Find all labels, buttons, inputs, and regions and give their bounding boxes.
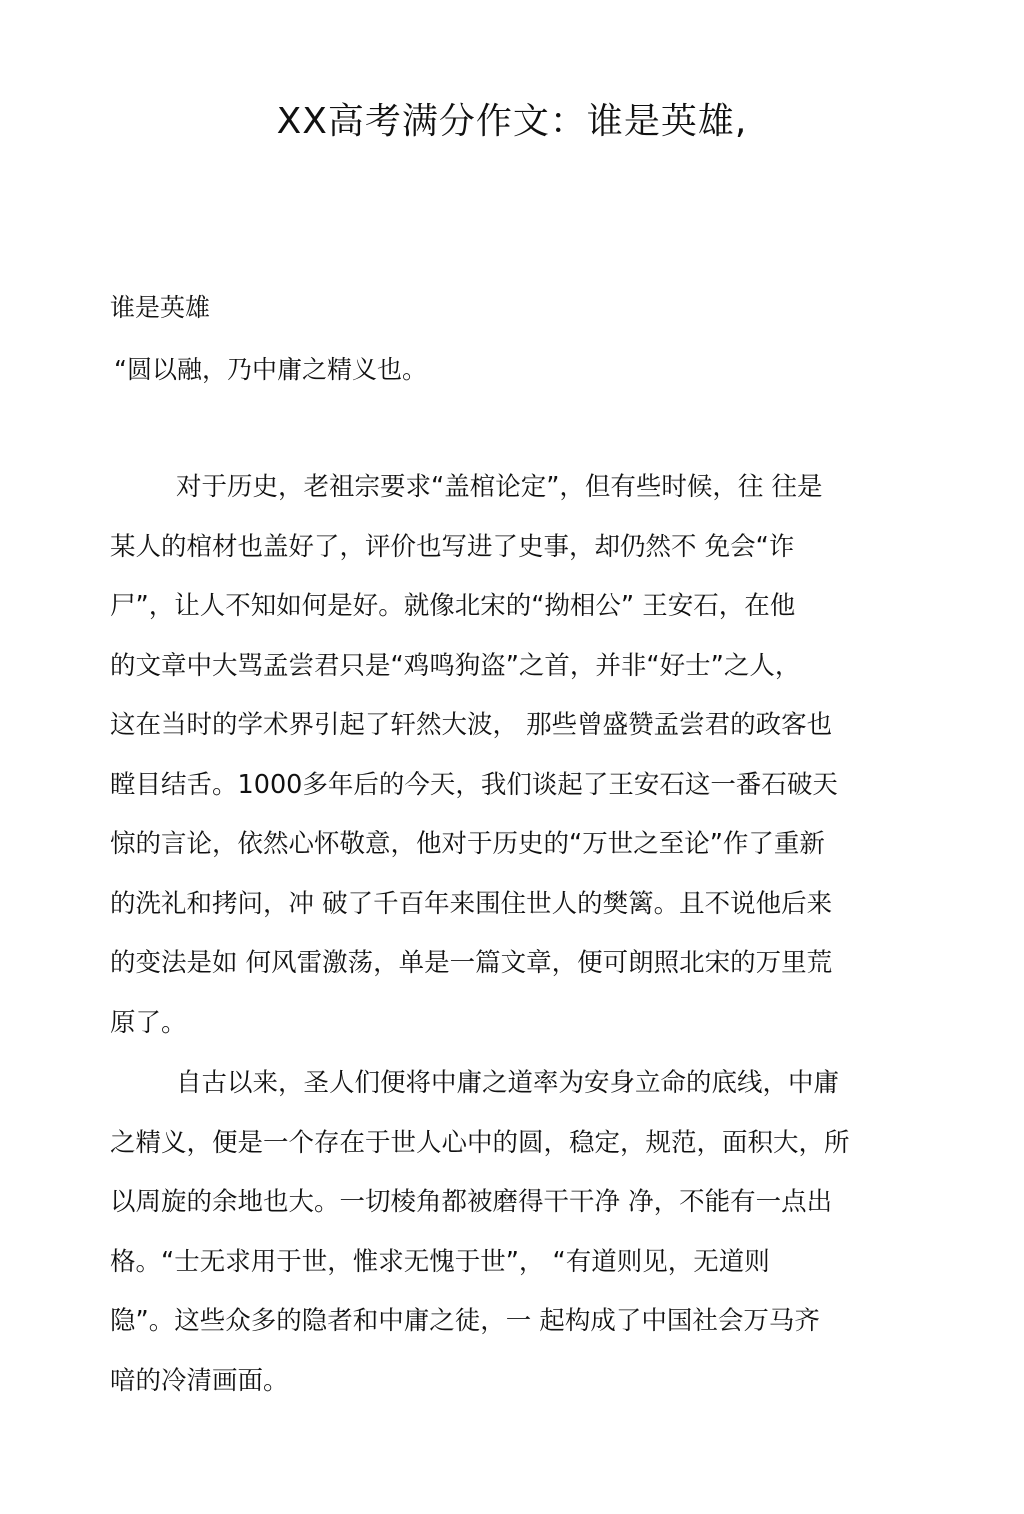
paragraph-line: 这在当时的学术界引起了轩然大波， 那些曾盛赞孟尝君的政客也 [110,710,833,740]
paragraph-1 [110,458,920,1053]
paragraph-line: 以周旋的余地也大。一切棱角都被磨得干干净 净，不能有一点出 [110,1187,833,1217]
paragraph-line: 隐”。这些众多的隐者和中庸之徒，一 起构成了中国社会万马齐 [110,1306,820,1336]
paragraph-line: 格。“士无求用于世，惟求无愧于世”， “有道则见，无道则 [110,1246,770,1277]
paragraph-line: 瞠目结舌。1000多年后的今天，我们谈起了王安石这一番石破天 [110,769,838,800]
paragraph-line: 的文章中大骂孟尝君只是“鸡鸣狗盗”之首，并非“好士”之人， [110,650,801,681]
opening-quote: “圆以融，乃中庸之精义也。 [114,355,427,384]
paragraph-line: 喑的冷清画面。 [110,1365,289,1396]
paragraph-line: 原了。 [110,1007,187,1038]
paragraph-line: 之精义，便是一个存在于世人心中的圆，稳定，规范，面积大，所 [110,1127,850,1158]
paragraph-line: 惊的言论，依然心怀敬意，他对于历史的“万世之至论”作了重新 [110,829,825,859]
paragraph-line: 的洗礼和拷问，冲 破了千百年来围住世人的樊篱。且不说他后来 [110,888,833,919]
essay-subtitle: 谁是英雄 [110,293,211,322]
paragraph-line: 对于历史，老祖宗要求“盖棺论定”，但有些时候，往 往是 [176,472,823,502]
document-title: XX高考满分作文：谁是英雄, [276,101,748,142]
paragraph-2 [110,1054,920,1411]
paragraph-line: 的变法是如 何风雷激荡，单是一篇文章，便可朗照北宋的万里荒 [110,948,833,978]
paragraph-line: 自古以来，圣人们便将中庸之道率为安身立命的底线，中庸 [176,1068,840,1098]
paragraph-line: 尸”，让人不知如何是好。就像北宋的“拗相公” 王安石，在他 [110,591,796,621]
paragraph-line: 某人的棺材也盖好了，评价也写进了史事，却仍然不 免会“诈 [110,531,795,562]
